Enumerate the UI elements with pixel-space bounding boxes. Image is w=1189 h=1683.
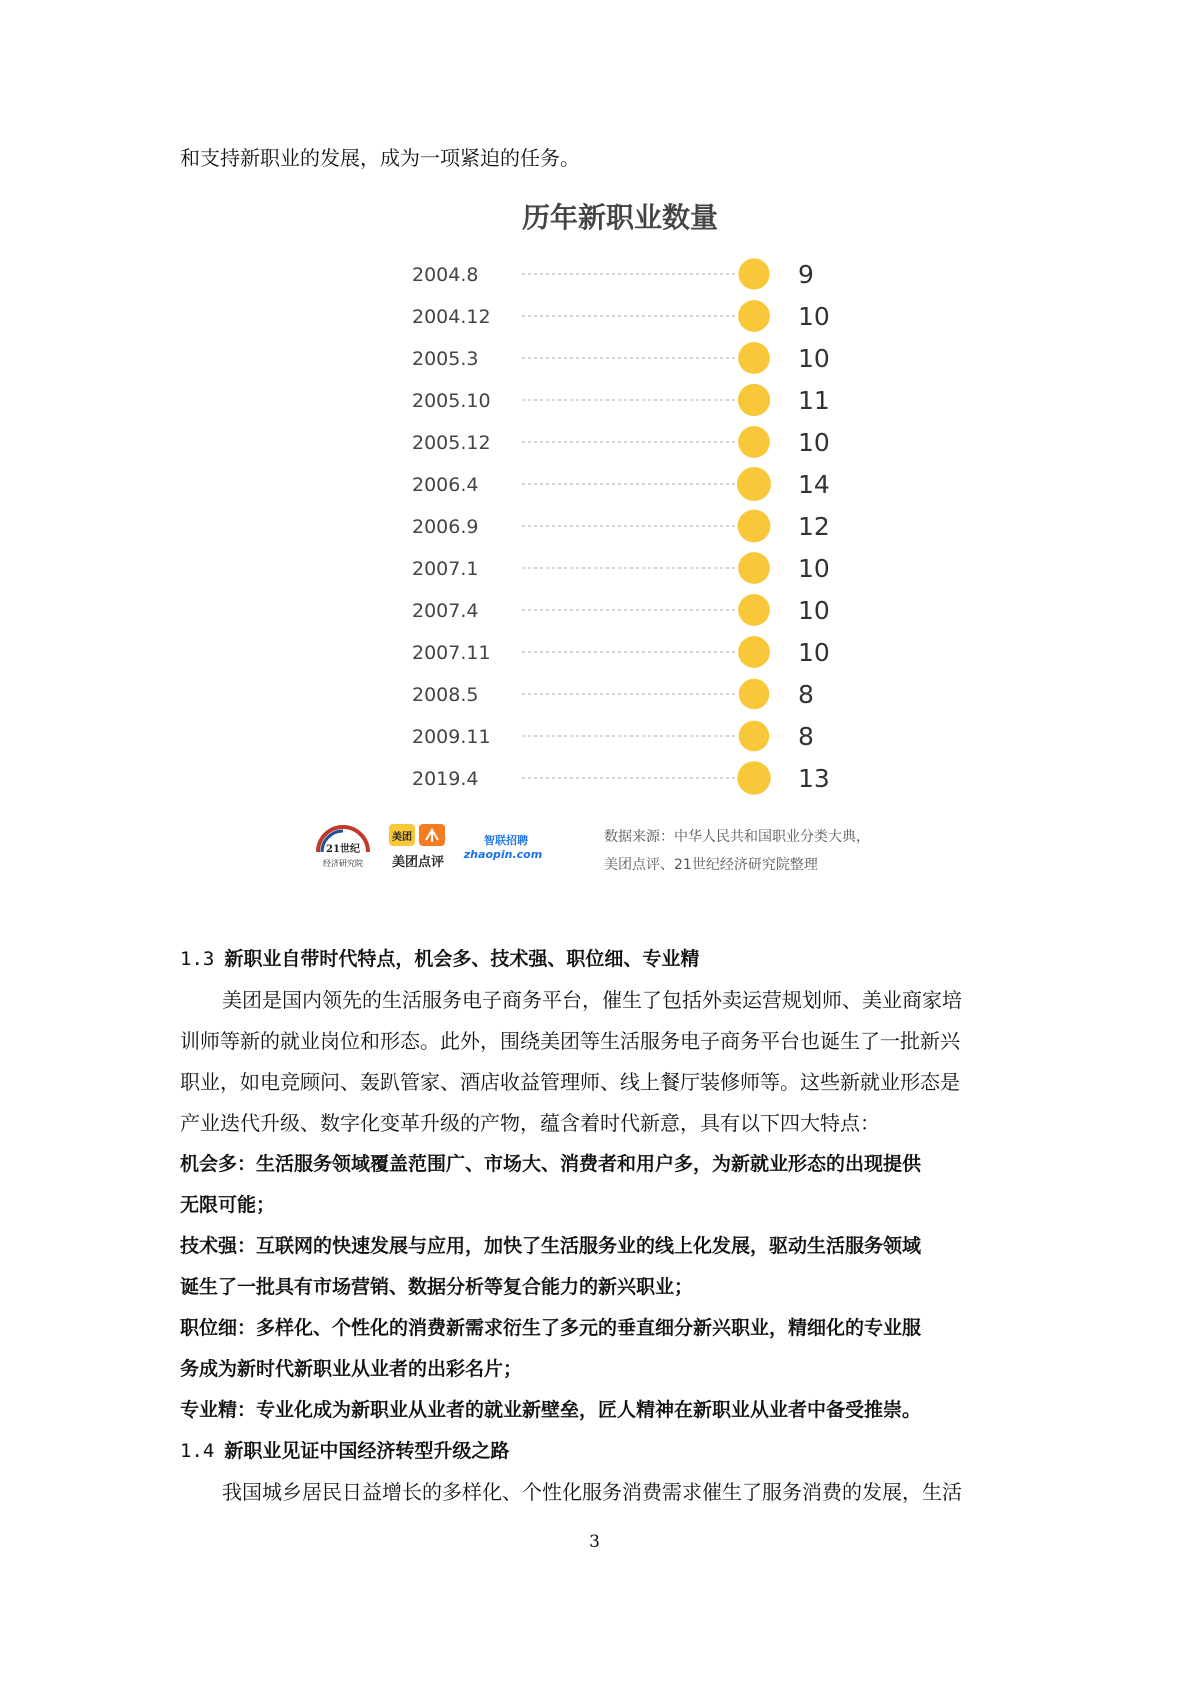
category-label: 2004.12: [412, 306, 491, 328]
para-line: 产业迭代升级、数字化变革升级的产物，蕴含着时代新意，具有以下四大特点：: [180, 1111, 880, 1135]
data-point: [739, 679, 770, 710]
zhaopin-en: zhaopin.com: [463, 848, 543, 861]
value-label: 9: [798, 260, 814, 289]
value-label: 12: [798, 512, 830, 541]
category-label: 2004.8: [412, 264, 479, 286]
category-label: 2007.4: [412, 600, 479, 622]
chart-title: 历年新职业数量: [521, 201, 718, 234]
data-point: [738, 342, 770, 374]
data-point: [738, 258, 769, 289]
category-label: 2005.3: [412, 348, 479, 370]
logo21-sub: 经济研究院: [323, 859, 363, 868]
value-label: 14: [798, 470, 830, 499]
source-line-1: 数据来源：中华人民共和国职业分类大典，: [604, 829, 870, 845]
section-1-3-number: 1.3: [180, 948, 215, 970]
category-label: 2005.10: [412, 390, 491, 412]
logo21-text: 21世纪: [326, 844, 360, 855]
feature-line: 专业精：专业化成为新职业从业者的就业新壁垒，匠人精神在新职业从业者中备受推崇。: [180, 1399, 922, 1421]
feature-line: 诞生了一批具有市场营销、数据分析等复合能力的新兴职业；: [180, 1276, 694, 1298]
value-label: 10: [798, 344, 830, 373]
feature-line: 无限可能；: [180, 1194, 276, 1216]
value-label: 10: [798, 302, 830, 331]
data-point: [738, 594, 770, 626]
section-1-4-heading: [180, 1437, 1010, 1465]
feature-line: 职位细：多样化、个性化的消费新需求衍生了多元的垂直细分新兴职业，精细化的专业服: [180, 1317, 922, 1339]
data-point: [739, 721, 770, 752]
value-label: 10: [798, 428, 830, 457]
data-point: [738, 384, 770, 416]
21st-century-logo-graphic: [312, 822, 374, 874]
data-point: [738, 510, 771, 543]
zhaopin-logo-graphic: [462, 832, 544, 866]
category-label: 2009.11: [412, 726, 491, 748]
section-1-4-number: 1.4: [180, 1440, 215, 1462]
value-label: 13: [798, 764, 830, 793]
new-occupations-chart: [0, 0, 1189, 820]
feature-line: 机会多：生活服务领域覆盖范围广、市场大、消费者和用户多，为新就业形态的出现提供: [180, 1153, 922, 1175]
feature-line: 技术强：互联网的快速发展与应用，加快了生活服务业的线上化发展，驱动生活服务领域: [180, 1235, 922, 1257]
section-1-4-title: 新职业见证中国经济转型升级之路: [224, 1440, 510, 1462]
zhaopin-logo: [462, 832, 544, 866]
value-label: 10: [798, 638, 830, 667]
data-point: [738, 636, 770, 668]
category-label: 2019.4: [412, 768, 479, 790]
meituan-dianping-logo-graphic: [388, 822, 454, 874]
category-label: 2006.4: [412, 474, 479, 496]
para-line: 训师等新的就业岗位和形态。此外，围绕美团等生活服务电子商务平台也诞生了一批新兴: [180, 1029, 960, 1053]
page-number: 3: [589, 1532, 600, 1552]
section-1-3-title: 新职业自带时代特点，机会多、技术强、职位细、专业精: [224, 948, 700, 970]
para-line: 美团是国内领先的生活服务电子商务平台，催生了包括外卖运营规划师、美业商家培: [222, 988, 962, 1012]
21st-century-logo: [312, 822, 374, 874]
value-label: 8: [798, 680, 814, 709]
feature-line: 务成为新时代新职业从业者的出彩名片；: [180, 1358, 523, 1380]
value-label: 11: [798, 386, 830, 415]
category-label: 2008.5: [412, 684, 479, 706]
section-1-3-heading: [180, 945, 1010, 973]
data-point: [737, 467, 771, 501]
meituan-name: 美团点评: [391, 855, 445, 870]
meituan-dianping-logo: [388, 822, 454, 874]
category-label: 2007.11: [412, 642, 491, 664]
intro-line: 和支持新职业的发展，成为一项紧迫的任务。: [180, 146, 580, 170]
meituan-badge: 美团: [392, 832, 412, 843]
para-line: 我国城乡居民日益增长的多样化、个性化服务消费需求催生了服务消费的发展，生活: [222, 1480, 962, 1504]
zhaopin-cn: 智联招聘: [484, 834, 528, 847]
category-label: 2007.1: [412, 558, 479, 580]
value-label: 10: [798, 554, 830, 583]
para-line: 职业，如电竞顾问、轰趴管家、酒店收益管理师、线上餐厅装修师等。这些新就业形态是: [180, 1070, 960, 1094]
value-label: 8: [798, 722, 814, 751]
data-point: [737, 761, 770, 794]
category-label: 2005.12: [412, 432, 491, 454]
source-line-2: 美团点评、21世纪经济研究院整理: [604, 857, 818, 873]
category-label: 2006.9: [412, 516, 479, 538]
value-label: 10: [798, 596, 830, 625]
data-point: [738, 300, 770, 332]
data-point: [738, 426, 770, 458]
data-point: [738, 552, 770, 584]
